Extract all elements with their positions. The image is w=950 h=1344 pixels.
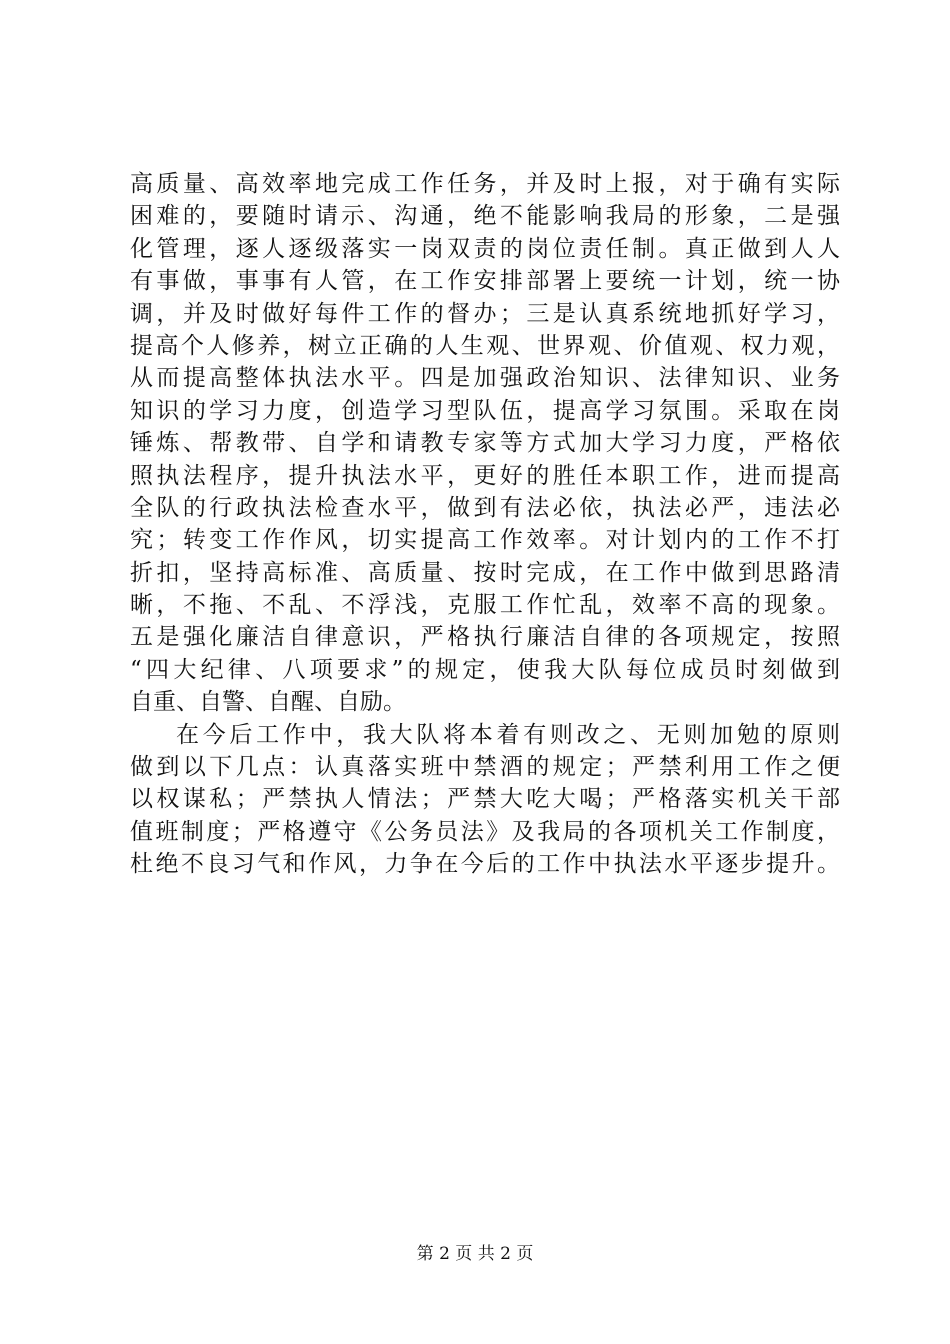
text-line: 提高个人修养，树立正确的人生观、世界观、价值观、权力观， <box>130 332 840 359</box>
text-line: 从而提高整体执法水平。四是加强政治知识、法律知识、业务 <box>130 365 840 392</box>
text-line: 困难的，要随时请示、沟通，绝不能影响我局的形象，二是强 <box>130 203 840 230</box>
text-line: “四大纪律、八项要求”的规定，使我大队每位成员时刻做到 <box>130 656 840 683</box>
text-line: 调，并及时做好每件工作的督办；三是认真系统地抓好学习， <box>130 300 840 327</box>
text-line: 锤炼、帮教带、自学和请教专家等方式加大学习力度，严格依 <box>130 430 840 457</box>
text-line: 全队的行政执法检查水平，做到有法必依，执法必严，违法必 <box>130 494 840 521</box>
text-line: 折扣，坚持高标准、高质量、按时完成，在工作中做到思路清 <box>130 559 840 586</box>
body-text <box>130 168 840 881</box>
text-line: 晰，不拖、不乱、不浮浅，克服工作忙乱，效率不高的现象。 <box>130 592 840 619</box>
paragraph-1 <box>130 168 840 719</box>
text-line: 究；转变工作作风，切实提高工作效率。对计划内的工作不打 <box>130 527 840 554</box>
text-line: 五是强化廉洁自律意识，严格执行廉洁自律的各项规定，按照 <box>130 624 840 651</box>
text-line: 值班制度；严格遵守《公务员法》及我局的各项机关工作制度， <box>130 818 840 845</box>
text-line: 做到以下几点：认真落实班中禁酒的规定；严禁利用工作之便 <box>130 754 840 781</box>
text-line: 在今后工作中，我大队将本着有则改之、无则加勉的原则 <box>176 721 840 748</box>
text-line: 以权谋私；严禁执人情法；严禁大吃大喝；严格落实机关干部 <box>130 786 840 813</box>
text-line: 化管理，逐人逐级落实一岗双责的岗位责任制。真正做到人人 <box>130 235 840 262</box>
text-line: 杜绝不良习气和作风，力争在今后的工作中执法水平逐步提升。 <box>130 851 840 878</box>
text-line: 高质量、高效率地完成工作任务，并及时上报，对于确有实际 <box>130 171 840 197</box>
text-line: 有事做，事事有人管，在工作安排部署上要统一计划，统一协 <box>130 268 840 295</box>
paragraph-2 <box>130 719 840 881</box>
text-line: 自重、自警、自醒、自励。 <box>130 689 406 716</box>
text-line: 照执法程序，提升执法水平，更好的胜任本职工作，进而提高 <box>130 462 840 489</box>
page-number-footer: 第 2 页 共 2 页 <box>416 1244 534 1264</box>
text-line: 知识的学习力度，创造学习型队伍，提高学习氛围。采取在岗 <box>130 397 840 424</box>
